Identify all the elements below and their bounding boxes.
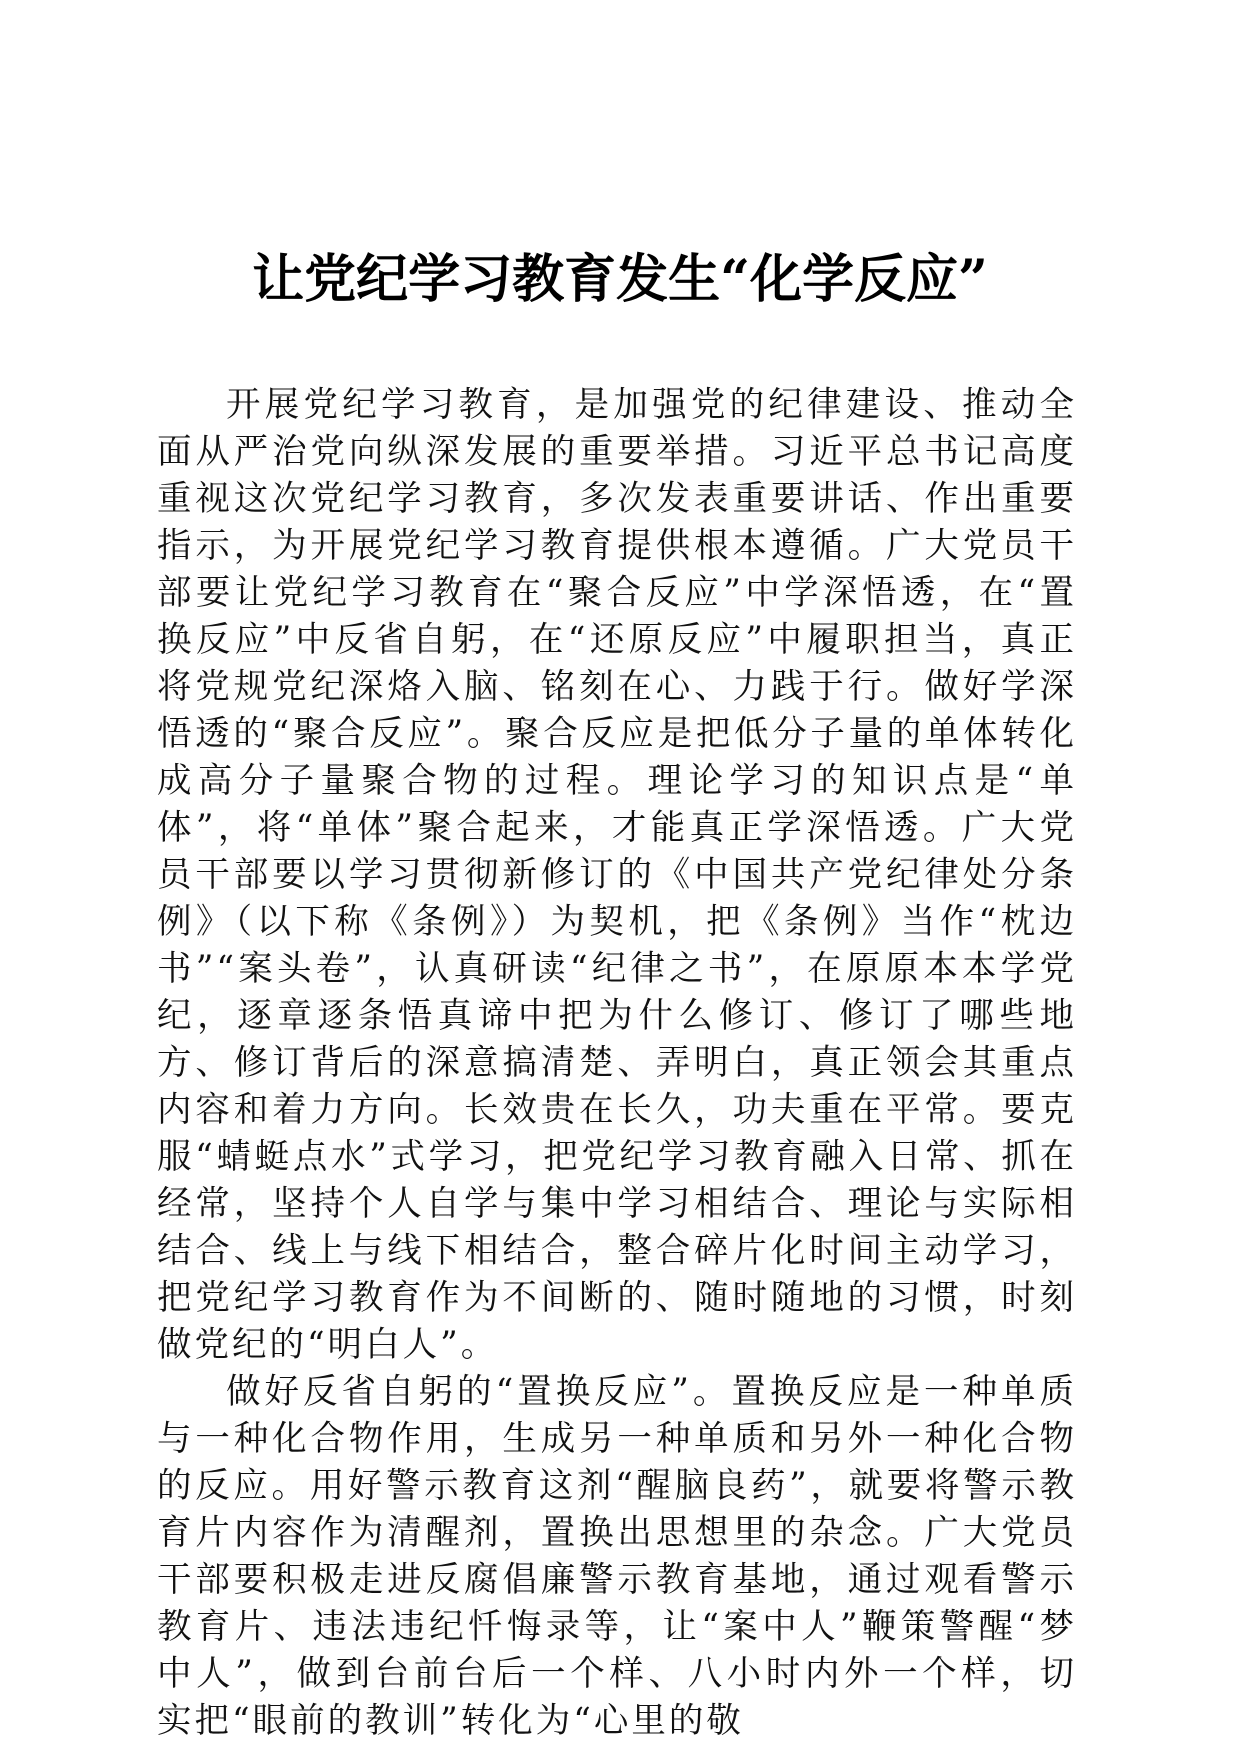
paragraph-2: 做好反省自躬的“置换反应”。置换反应是一种单质与一种化合物作用，生成另一种单质和另外一种化合物的反应。用好警示教育这剂“醒脑良药”，就要将警示教育片内容作为清醒剂，置换出思想里的杂念。广大党员干部要积极走进反腐倡廉警示教育基地，通过观看警示教育片、违法违纪忏悔录等，让“案中人”鞭策警醒“梦中人”，做到台前台后一个样、八小时内外一个样，切实把“眼前的教训”转化为“心里的敬 xyxy=(157,1372,1077,1741)
paragraph-1: 开展党纪学习教育，是加强党的纪律建设、推动全面从严治党向纵深发展的重要举措。习近平总书记高度重视这次党纪学习教育，多次发表重要讲话、作出重要指示，为开展党纪学习教育提供根本遵循。广大党员干部要让党纪学习教育在“聚合反应”中学深悟透，在“置换反应”中反省自躬，在“还原反应”中履职担当，真正将党规党纪深烙入脑、铭刻在心、力践于行。做好学深悟透的“聚合反应”。聚合反应是把低分子量的单体转化成高分子量聚合物的过程。理论学习的知识点是“单体”，将“单体”聚合起来，才能真正学深悟透。广大党员干部要以学习贯彻新修订的《中国共产党纪律处分条例》（以下称《条例》）为契机，把《条例》当作“枕边书”“案头卷”，认真研读“纪律之书”，在原原本本学党纪，逐章逐条悟真谛中把为什么修订、修订了哪些地方、修订背后的深意搞清楚、弄明白，真正领会其重点内容和着力方向。长效贵在长久，功夫重在平常。要克服“蜻蜓点水”式学习，把党纪学习教育融入日常、抓在经常，坚持个人自学与集中学习相结合、理论与实际相结合、线上与线下相结合，整合碎片化时间主动学习，把党纪学习教育作为不间断的、随时随地的习惯，时刻做党纪的“明白人”。 xyxy=(157,385,1077,1365)
article-body xyxy=(157,382,1077,1745)
article-title: 让党纪学习教育发生“化学反应” xyxy=(252,249,988,310)
